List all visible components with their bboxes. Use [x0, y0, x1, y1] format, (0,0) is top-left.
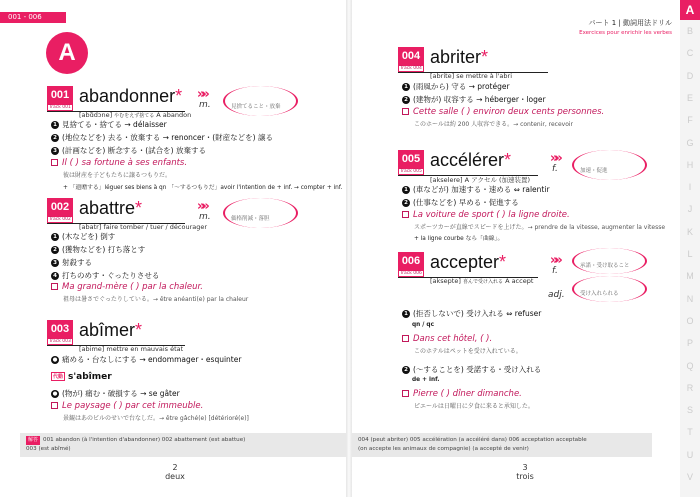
answer-line-2: (on accepte les animaux de compagnie) (a accepté de venir) [358, 446, 529, 452]
adj-hint: 受け入れられる [580, 291, 619, 297]
meaning-2: ● (物が) 痛む・破損する → se gâter [52, 389, 180, 398]
headword: abandonner* [79, 86, 183, 106]
entry-004 [398, 47, 668, 147]
track-label: Track 005 [398, 168, 424, 175]
meaning-1: ● 痛める・台なしにする → endommager・esquinter [52, 355, 242, 364]
page-number: 2 deux [165, 463, 185, 481]
example-sentence-1[interactable]: Dans cet hôtel, ( ). [402, 334, 492, 344]
headword: abattre* [79, 198, 143, 218]
entry-number: 004 [398, 47, 424, 65]
checkbox[interactable] [402, 108, 409, 115]
index-tab-q[interactable]: Q [686, 360, 694, 371]
index-tab-d[interactable]: D [686, 70, 694, 81]
track-label: Track 006 [398, 270, 424, 277]
section-letter-badge: A [46, 32, 88, 74]
headword: abriter* [430, 47, 489, 67]
usage-note: + 「遺贈する」léguer ses biens à qn 「～するつもりだ」avoir l'intention de + inf. → compter + inf. [63, 185, 343, 191]
gender-label: m. [199, 212, 211, 222]
meaning-1: 1 (拒否しないで) 受け入れる ⇔ refuser [402, 308, 541, 319]
example-sentence[interactable]: Ma grand-mère ( ) par la chaleur. [51, 282, 203, 292]
index-tab-r[interactable]: R [686, 382, 694, 393]
answer-line-1: 004 (peut abriter) 005 accélération (a accéléré dans) 006 acceptation acceptable [358, 437, 587, 443]
index-tab-k[interactable]: K [686, 226, 693, 237]
entry-number: 003 [47, 320, 73, 338]
meaning-2: 2 (建物が) 収容する → héberger・loger [402, 94, 546, 105]
pronunciation: [akselere] A アクセル (加速装置) [430, 176, 531, 184]
headword: abîmer* [79, 320, 143, 340]
pronunciation: [abɑ̃dɔne] やむをえず捨てる A abandon [79, 111, 192, 119]
entry-002 [47, 198, 337, 303]
meaning-1: 1 (木などを) 倒す [51, 231, 115, 242]
index-tab-n[interactable]: N [686, 293, 694, 304]
index-tab-s[interactable]: S [686, 405, 693, 416]
index-tab-u[interactable]: U [686, 449, 694, 460]
pronominal-form: 代動 s'abîmer [53, 372, 112, 382]
gender-label: f. [552, 164, 558, 174]
meaning-1: 1 見捨てる・捨てる → délaisser [51, 119, 167, 130]
index-tab-b[interactable]: B [686, 26, 693, 36]
gender-label: f. [552, 266, 558, 276]
arrow-icon: »» [197, 199, 206, 214]
answer-footer [352, 433, 652, 457]
entry-range: 001 - 006 [0, 12, 66, 23]
meaning-2: 2 (地位などを) 去る・放棄する → renoncer・(財産などを) 譲る [51, 132, 273, 143]
entry-number: 006 [398, 252, 424, 270]
index-tab-j[interactable]: J [687, 204, 693, 215]
example-translation: このホールは約 200 人収容できる。→ contenir, recevoir [414, 121, 574, 128]
part-title: パート 1 | 動詞用法ドリル Exercices pour enrichir les verbes [579, 19, 672, 36]
meaning-3: 3 (計画などを) 断念する・(試合を) 放棄する [51, 145, 206, 156]
index-tab-h[interactable]: H [686, 159, 694, 170]
index-tab-active[interactable]: A [680, 0, 700, 20]
index-tab-m[interactable]: M [686, 271, 694, 282]
track-label: Track 001 [47, 104, 73, 111]
pronunciation: [aksepte] 喜んで受け入れる A accept [430, 277, 534, 285]
answer-line-2: 003 (est abîmé) [26, 446, 71, 452]
noun-hint: 承諾・受け取ること [580, 263, 630, 269]
checkbox[interactable] [402, 211, 409, 218]
entry-001 [47, 86, 343, 198]
index-tab-p[interactable]: P [686, 338, 693, 349]
example-sentence[interactable]: Il ( ) sa fortune à ses enfants. [51, 158, 187, 168]
meaning-1: 1 (雨風から) 守る → protéger [402, 81, 510, 92]
meaning-2: 2 (仕事などを) 早める・促進する [402, 197, 519, 208]
arrow-icon: »» [550, 151, 559, 166]
usage-note: + la ligne courbe なら「曲線」。 [414, 236, 504, 242]
track-label: Track 002 [47, 216, 73, 223]
index-tab-l[interactable]: L [687, 249, 693, 259]
construction-2: de + inf. [412, 377, 440, 383]
meaning-2: 2 (獲物などを) 打ち落とす [51, 244, 145, 255]
arrow-icon: »» [197, 87, 206, 102]
index-tab-v[interactable]: V [686, 472, 693, 482]
alphabet-index [680, 0, 700, 497]
index-tab-f[interactable]: F [687, 115, 693, 126]
answer-line-1: 001 abandon (à l'intention d'abandonner) 002 abattement (est abattue) [43, 437, 246, 443]
example-sentence[interactable]: Cette salle ( ) environ deux cents personnes. [402, 107, 604, 117]
left-page [0, 0, 346, 497]
answer-footer [20, 433, 346, 457]
meaning-2: 2 (～することを) 受諾する・受け入れる [402, 364, 541, 375]
pronunciation: [abime] mettre en mauvais état [79, 345, 184, 353]
meaning-3: 3 射殺する [51, 257, 92, 268]
example-sentence[interactable]: Le paysage ( ) par cet immeuble. [51, 401, 203, 411]
index-tab-c[interactable]: C [686, 48, 694, 59]
meaning-1: 1 (車などが) 加速する・速める ⇔ ralentir [402, 184, 550, 195]
index-tab-i[interactable]: I [688, 182, 692, 193]
adj-label: adj. [548, 290, 565, 300]
entry-number: 001 [47, 86, 73, 104]
gender-label: m. [199, 100, 211, 110]
example-translation: スポーツカーが直線でスピードを上げた。→ prendre de la vitesse, augmenter la vitesse [414, 224, 666, 231]
index-tab-g[interactable]: G [686, 137, 694, 148]
example-translation: 彼は財産を子どもたちに譲るつもりだ。 [63, 172, 171, 179]
entry-number: 005 [398, 150, 424, 168]
headword: accepter* [430, 252, 507, 272]
track-label: Track 003 [47, 338, 73, 345]
checkbox[interactable] [402, 390, 409, 397]
index-tab-o[interactable]: O [686, 315, 694, 326]
meaning-4: 4 打ちのめす・ぐったりさせる [51, 270, 159, 281]
noun-answer-box[interactable] [572, 150, 647, 180]
checkbox[interactable] [51, 402, 58, 409]
noun-answer-box[interactable] [223, 86, 298, 116]
example-sentence-2[interactable]: Pierre ( ) dîner dimanche. [402, 389, 522, 399]
entry-003 [47, 320, 337, 430]
right-page [352, 0, 700, 497]
pronunciation: [abatr] faire tomber / tuer / décourager [79, 223, 208, 231]
answer-tag: 解答 [28, 437, 39, 443]
track-label: Track 004 [398, 65, 424, 72]
index-tab-e[interactable]: E [686, 92, 693, 103]
entry-005 [398, 150, 688, 250]
construction-1: qn / qc [412, 322, 435, 328]
noun-answer-box[interactable] [223, 198, 298, 228]
noun-hint: 加速・促進 [580, 168, 608, 174]
headword: accélérer* [430, 150, 512, 170]
noun-hint: 見捨てること・放棄 [231, 104, 281, 110]
entry-number: 002 [47, 198, 73, 216]
example-translation: 景観はあのビルのせいで台なしだ。→ être gâché(e) [détérioré(e)] [63, 415, 249, 422]
example-translation-2: ピエールは日曜日に夕食に来ると承知した。 [414, 403, 534, 410]
example-translation-1: このホテルはペットを受け入れている。 [414, 348, 522, 355]
example-translation: 祖母は暑さでぐったりしている。→ être anéanti(e) par la chaleur [63, 296, 249, 303]
checkbox[interactable] [51, 159, 58, 166]
checkbox[interactable] [402, 335, 409, 342]
example-sentence[interactable]: La voiture de sport ( ) la ligne droite. [402, 210, 570, 220]
noun-hint: 価格削減・落胆 [231, 216, 270, 222]
arrow-icon: »» [550, 253, 559, 268]
page-number: 3 trois [516, 463, 534, 481]
pronunciation: [abrite] se mettre à l'abri [430, 72, 513, 80]
index-tab-t[interactable]: T [687, 427, 693, 438]
checkbox[interactable] [51, 283, 58, 290]
entry-006 [398, 252, 688, 427]
